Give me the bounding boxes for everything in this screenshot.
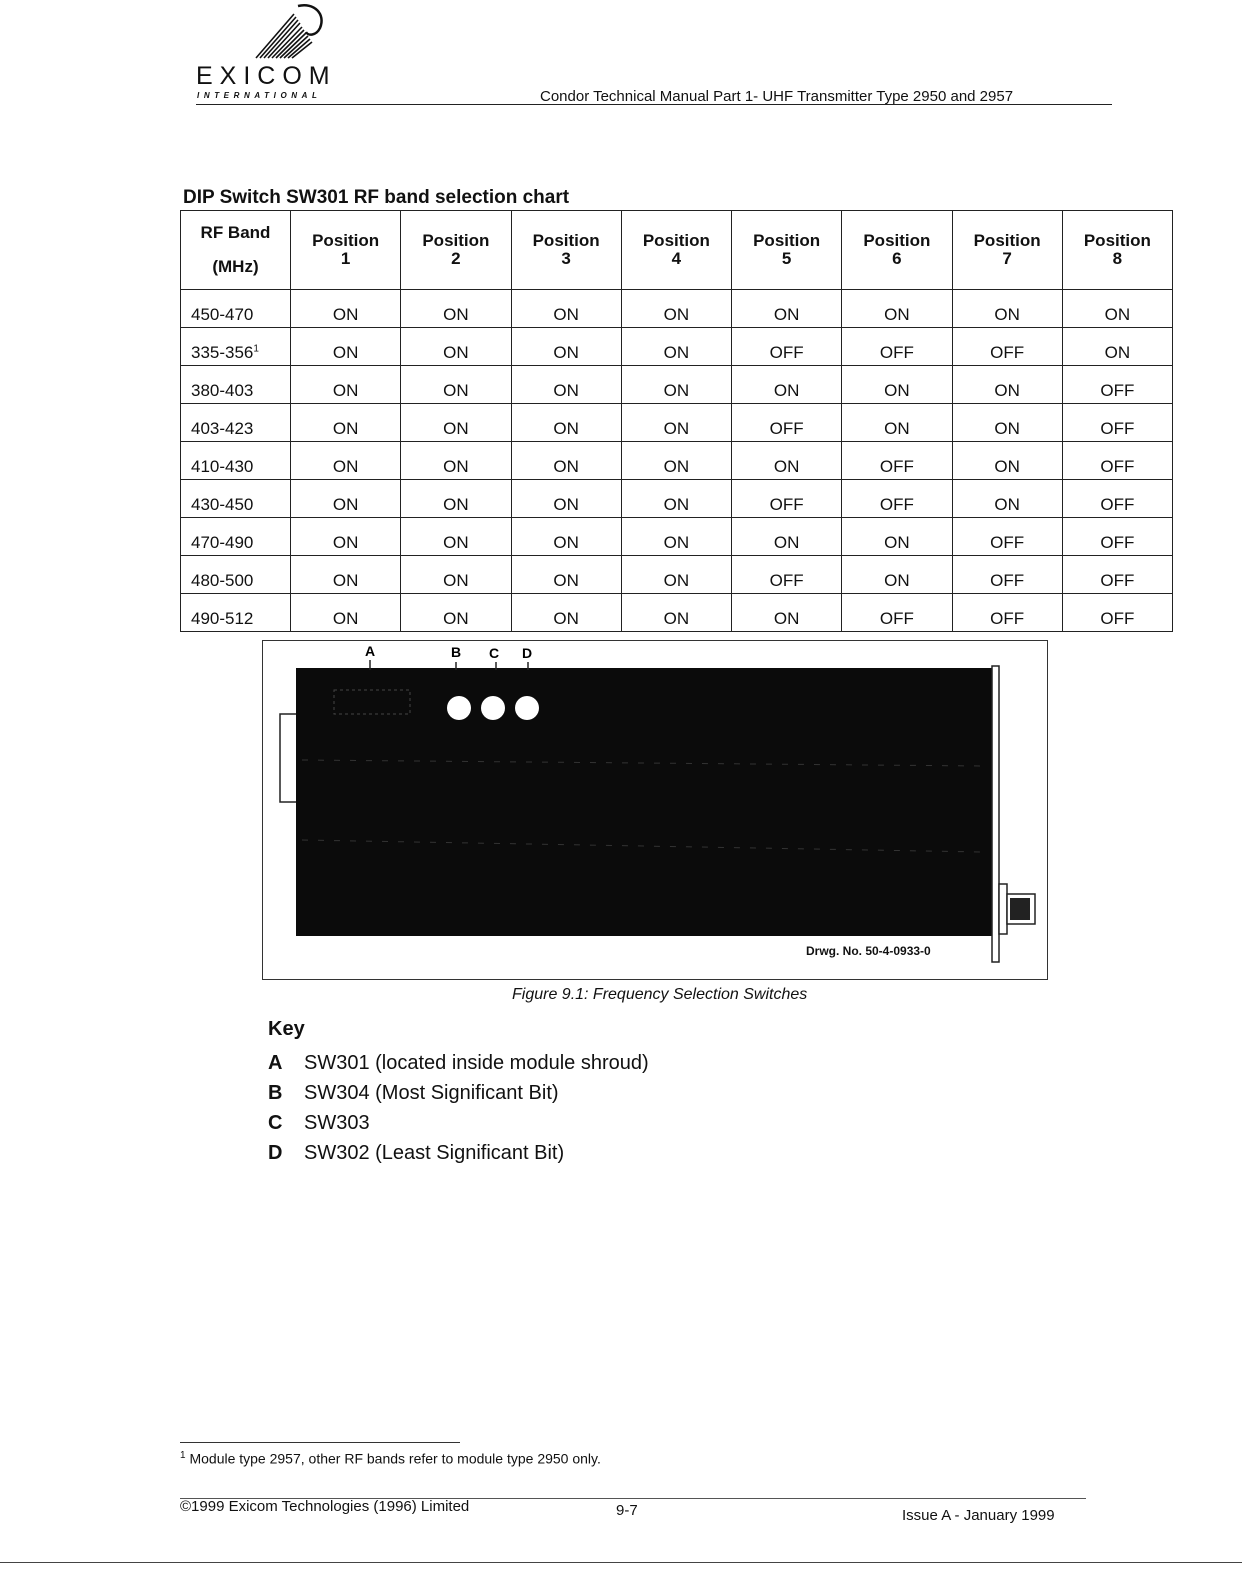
- switch-state-cell: ON: [621, 442, 731, 480]
- drawing-number: Drwg. No. 50-4-0933-0: [806, 944, 931, 958]
- rf-band-cell: [181, 480, 291, 518]
- switch-state-cell: ON: [621, 404, 731, 442]
- table-row: [181, 442, 1173, 480]
- table-header-row: [181, 211, 1173, 290]
- switch-state-cell: ON: [401, 290, 511, 328]
- switch-state-cell: ON: [401, 556, 511, 594]
- footnote-mark: 1: [180, 1450, 186, 1461]
- switch-state-cell: ON: [732, 442, 842, 480]
- switch-state-cell: ON: [511, 404, 621, 442]
- rf-band-header-label: RF Band: [200, 223, 271, 242]
- position-header-number: 6: [892, 249, 902, 268]
- rf-band-cell: [181, 556, 291, 594]
- module-body: [296, 668, 992, 936]
- key-letter: B: [268, 1082, 283, 1104]
- rf-band-cell: [181, 442, 291, 480]
- rf-band-value: 470-490: [191, 533, 254, 552]
- switch-state-cell: ON: [1062, 290, 1172, 328]
- switch-state-cell: ON: [732, 594, 842, 632]
- table-title: DIP Switch SW301 RF band selection chart: [183, 187, 570, 208]
- position-header-number: 7: [1002, 249, 1012, 268]
- switch-state-cell: ON: [621, 518, 731, 556]
- page-number: 9-7: [616, 1502, 638, 1519]
- table-row: [181, 404, 1173, 442]
- key-letter: A: [268, 1052, 283, 1074]
- rf-band-value: 450-470: [191, 305, 254, 324]
- switch-state-cell: ON: [842, 404, 952, 442]
- table-row: [181, 518, 1173, 556]
- figure-label-c: C: [489, 645, 500, 661]
- switch-state-cell: OFF: [732, 404, 842, 442]
- position-header-number: 8: [1112, 249, 1123, 268]
- figure-label-d: D: [522, 645, 533, 661]
- switch-state-cell: ON: [401, 328, 511, 366]
- switch-state-cell: ON: [291, 366, 401, 404]
- figure-label-a: A: [365, 643, 376, 659]
- switch-state-cell: ON: [952, 290, 1062, 328]
- position-header-label: Position: [312, 231, 380, 250]
- figure-caption: Figure 9.1: Frequency Selection Switches: [512, 986, 808, 1003]
- switch-state-cell: ON: [952, 442, 1062, 480]
- switch-state-cell: ON: [621, 556, 731, 594]
- rf-band-value: 480-500: [191, 571, 254, 590]
- switch-state-cell: ON: [401, 442, 511, 480]
- switch-state-cell: ON: [291, 556, 401, 594]
- switch-state-cell: OFF: [842, 442, 952, 480]
- position-header: [401, 211, 511, 290]
- switch-state-cell: ON: [732, 290, 842, 328]
- switch-state-cell: ON: [291, 328, 401, 366]
- switch-state-cell: ON: [621, 290, 731, 328]
- switch-state-cell: ON: [401, 480, 511, 518]
- switch-state-cell: ON: [291, 442, 401, 480]
- rf-band-header: [181, 211, 291, 290]
- switch-state-cell: ON: [621, 366, 731, 404]
- switch-state-cell: ON: [401, 366, 511, 404]
- table-row: [181, 290, 1173, 328]
- switch-state-cell: ON: [732, 366, 842, 404]
- switch-state-cell: ON: [291, 518, 401, 556]
- switch-state-cell: ON: [952, 404, 1062, 442]
- switch-state-cell: OFF: [1062, 594, 1172, 632]
- switch-state-cell: ON: [401, 404, 511, 442]
- header-rule: [196, 104, 1112, 105]
- position-header: [732, 211, 842, 290]
- key-item: [268, 1052, 649, 1075]
- table-row: [181, 366, 1173, 404]
- rf-band-cell: [181, 518, 291, 556]
- sw303-switch-icon: [481, 696, 505, 720]
- switch-state-cell: ON: [1062, 328, 1172, 366]
- sw302-switch-icon: [515, 696, 539, 720]
- switch-state-cell: ON: [291, 594, 401, 632]
- switch-state-cell: ON: [621, 480, 731, 518]
- switch-state-cell: ON: [842, 366, 952, 404]
- dip-switch-table: [180, 210, 1173, 632]
- switch-state-cell: ON: [291, 480, 401, 518]
- position-header: [952, 211, 1062, 290]
- switch-state-cell: ON: [291, 290, 401, 328]
- rf-band-value: 335-356: [191, 343, 254, 362]
- key-text: SW304 (Most Significant Bit): [304, 1082, 559, 1104]
- position-header: [842, 211, 952, 290]
- switch-state-cell: OFF: [842, 328, 952, 366]
- switch-state-cell: ON: [401, 518, 511, 556]
- position-header-label: Position: [863, 231, 931, 250]
- switch-state-cell: ON: [291, 404, 401, 442]
- switch-state-cell: ON: [842, 556, 952, 594]
- key-item: [268, 1082, 559, 1105]
- sw304-switch-icon: [447, 696, 471, 720]
- brand-subtitle: INTERNATIONAL: [197, 91, 322, 100]
- switch-state-cell: ON: [511, 290, 621, 328]
- key-letter: C: [268, 1112, 283, 1134]
- position-header-number: 4: [671, 249, 682, 268]
- switch-state-cell: OFF: [952, 518, 1062, 556]
- switch-state-cell: OFF: [1062, 404, 1172, 442]
- document-title: Condor Technical Manual Part 1- UHF Transmitter Type 2950 and 2957: [540, 88, 1014, 105]
- table-row: [181, 328, 1173, 366]
- table-row: [181, 556, 1173, 594]
- position-header: [1062, 211, 1172, 290]
- switch-state-cell: ON: [511, 442, 621, 480]
- position-header-number: 3: [561, 249, 571, 268]
- rf-band-value: 380-403: [191, 381, 254, 400]
- connector-base: [999, 884, 1007, 934]
- position-header: [511, 211, 621, 290]
- switch-state-cell: ON: [952, 480, 1062, 518]
- switch-state-cell: ON: [511, 366, 621, 404]
- position-header-number: 5: [781, 249, 792, 268]
- key-text: SW301 (located inside module shroud): [304, 1052, 649, 1074]
- switch-state-cell: ON: [842, 290, 952, 328]
- switch-state-cell: OFF: [732, 328, 842, 366]
- position-header-label: Position: [532, 231, 600, 250]
- key-title: Key: [268, 1018, 305, 1040]
- switch-state-cell: ON: [952, 366, 1062, 404]
- rf-band-value: 430-450: [191, 495, 254, 514]
- switch-state-cell: OFF: [732, 480, 842, 518]
- switch-state-cell: ON: [401, 594, 511, 632]
- rf-band-cell: [181, 290, 291, 328]
- position-header-number: 2: [451, 249, 461, 268]
- rf-band-value: 410-430: [191, 457, 254, 476]
- switch-state-cell: ON: [511, 480, 621, 518]
- rf-band-cell: [181, 594, 291, 632]
- exicom-logo-icon: [236, 0, 336, 62]
- position-header-label: Position: [422, 231, 490, 250]
- table-body: [181, 290, 1173, 632]
- switch-state-cell: OFF: [842, 594, 952, 632]
- switch-state-cell: OFF: [952, 594, 1062, 632]
- switch-state-cell: OFF: [952, 556, 1062, 594]
- switch-state-cell: OFF: [1062, 518, 1172, 556]
- rf-band-cell: [181, 328, 291, 366]
- switch-state-cell: ON: [842, 518, 952, 556]
- switch-state-cell: OFF: [952, 328, 1062, 366]
- switch-state-cell: ON: [511, 518, 621, 556]
- figure-label-b: B: [451, 644, 462, 660]
- footnote-text: Module type 2957, other RF bands refer to module type 2950 only.: [189, 1450, 601, 1467]
- position-header: [291, 211, 401, 290]
- footnote-rule: [180, 1442, 460, 1443]
- switch-state-cell: ON: [511, 328, 621, 366]
- position-header-label: Position: [753, 231, 821, 250]
- switch-state-cell: OFF: [1062, 366, 1172, 404]
- switch-state-cell: ON: [732, 518, 842, 556]
- rf-band-cell: [181, 366, 291, 404]
- key-text: SW302 (Least Significant Bit): [304, 1142, 565, 1164]
- switch-state-cell: OFF: [1062, 480, 1172, 518]
- position-header-number: 1: [340, 249, 351, 268]
- rf-band-value: 403-423: [191, 419, 254, 438]
- module-drawing: [262, 640, 1048, 980]
- rf-band-value: 490-512: [191, 609, 254, 628]
- key-text: SW303: [304, 1112, 370, 1134]
- footnote: [180, 1450, 601, 1467]
- switch-state-cell: ON: [621, 594, 731, 632]
- position-header-label: Position: [973, 231, 1041, 250]
- rf-band-header-unit: (MHz): [212, 257, 259, 276]
- key-item: [268, 1112, 370, 1135]
- rf-band-cell: [181, 404, 291, 442]
- switch-state-cell: ON: [511, 594, 621, 632]
- position-header-label: Position: [642, 231, 710, 250]
- footnote-ref: 1: [253, 343, 259, 355]
- position-header: [621, 211, 731, 290]
- switch-state-cell: OFF: [842, 480, 952, 518]
- front-panel: [992, 666, 999, 962]
- rf-connector-inner: [1010, 898, 1030, 920]
- switch-state-cell: ON: [621, 328, 731, 366]
- table-row: [181, 594, 1173, 632]
- page-bottom-rule: [0, 1562, 1242, 1563]
- key-letter: D: [268, 1142, 283, 1164]
- footer-copyright: ©1999 Exicom Technologies (1996) Limited: [180, 1498, 470, 1515]
- switch-state-cell: OFF: [1062, 442, 1172, 480]
- switch-state-cell: OFF: [732, 556, 842, 594]
- key-item: [268, 1142, 564, 1165]
- table-row: [181, 480, 1173, 518]
- switch-state-cell: ON: [511, 556, 621, 594]
- position-header-label: Position: [1083, 231, 1151, 250]
- issue-date: Issue A - January 1999: [902, 1507, 1055, 1524]
- switch-state-cell: OFF: [1062, 556, 1172, 594]
- brand-name: EXICOM: [196, 62, 337, 90]
